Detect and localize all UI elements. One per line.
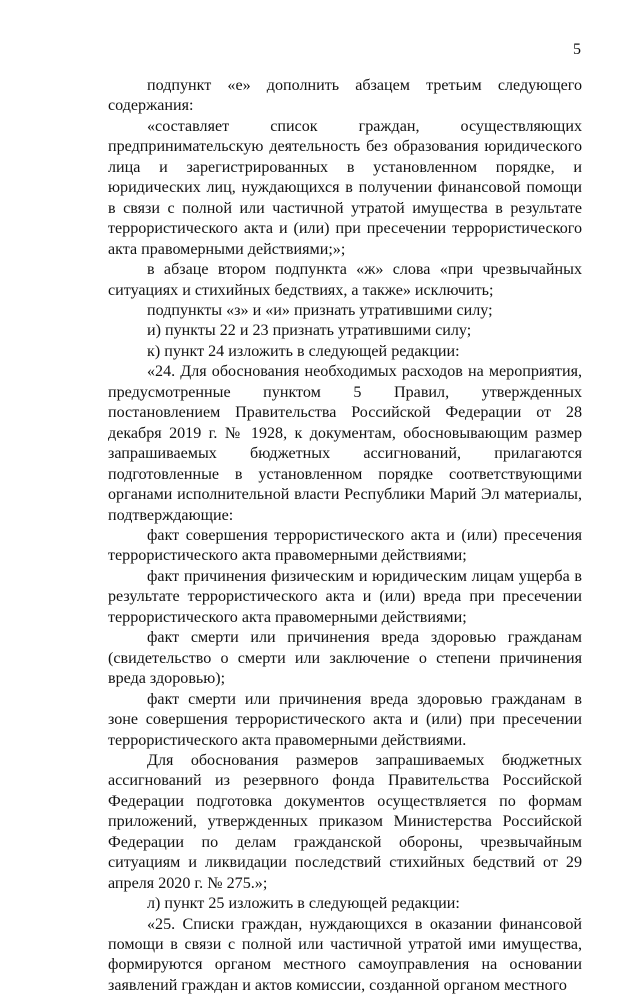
page-number: 5 — [573, 41, 581, 58]
document-body — [108, 76, 582, 996]
paragraph-fact-act: факт совершения террористического акта и (или) пресечения террористического акта правомерными действиями; — [108, 526, 582, 565]
paragraph-quoted-list-text: «составляет список граждан, осуществляющих предпринимательскую деятельность без образования юридического лица и зарегистрированных в установленном порядке, и юридических лиц, нуждающихся в получении финансовой помощи в связи с полной или частичной утратой имущества в результате террористического акта и (или) при пресечении террористического акта правомерными действиями;»; — [108, 117, 582, 258]
paragraph-point-25: «25. Списки граждан, нуждающихся в оказании финансовой помощи в связи с полной или частичной утратой ими имущества, формируются органом местного самоуправления на основании заявлений граждан и актов комиссии, созданной органом местного — [108, 915, 582, 994]
paragraph-fact-damage: факт причинения физическим и юридическим лицам ущерба в результате террористического акта и (или) вреда при пресечении террористического акта правомерными действиями; — [108, 567, 582, 626]
paragraph-item-i: и) пункты 22 и 23 признать утратившими силу; — [147, 322, 472, 340]
paragraph-item-l: л) пункт 25 изложить в следующей редакции: — [147, 895, 460, 913]
paragraph-item-k: к) пункт 24 изложить в следующей редакции: — [147, 342, 460, 360]
paragraph-fact-death-certificate: факт смерти или причинения вреда здоровью гражданам (свидетельство о смерти или заключение о степени причинения вреда здоровью); — [108, 629, 582, 688]
paragraph-subitem-zh-change: в абзаце втором подпункта «ж» слова «при чрезвычайных ситуациях и стихийных бедствиях, а также» исключить; — [108, 261, 582, 299]
paragraph-subitems-z-i-void: подпункты «з» и «и» признать утратившими силу; — [147, 301, 493, 319]
paragraph-fact-death-zone: факт смерти или причинения вреда здоровью гражданам в зоне совершения террористического акта и (или) при пресечении террористического акта правомерными действиями. — [108, 690, 582, 749]
paragraph-point-24: «24. Для обоснования необходимых расходов на мероприятия, предусмотренные пунктом 5 Правил, утвержденных постановлением Правительства Российской Федерации от 28 декабря 2019 г. № 1928, к документам, обосновывающим размер запрашиваемых бюджетных ассигнований, прилагаются подготовленные в установленном порядке соответствующими органами исполнительной власти Республики Марий Эл материалы, подтверждающие: — [108, 363, 582, 524]
paragraph-subitem-e-addition: подпункт «е» дополнить абзацем третьим следующего содержания: — [108, 77, 582, 115]
paragraph-reserve-fund: Для обоснования размеров запрашиваемых бюджетных ассигнований из резервного фонда Правительства Российской Федерации подготовка документов осуществляется по формам приложений, утвержденных приказом Министерства Российской Федерации по делам гражданской обороны, чрезвычайным ситуациям и ликвидации последствий стихийных бедствий от 29 апреля 2020 г. № 275.»; — [108, 751, 582, 892]
